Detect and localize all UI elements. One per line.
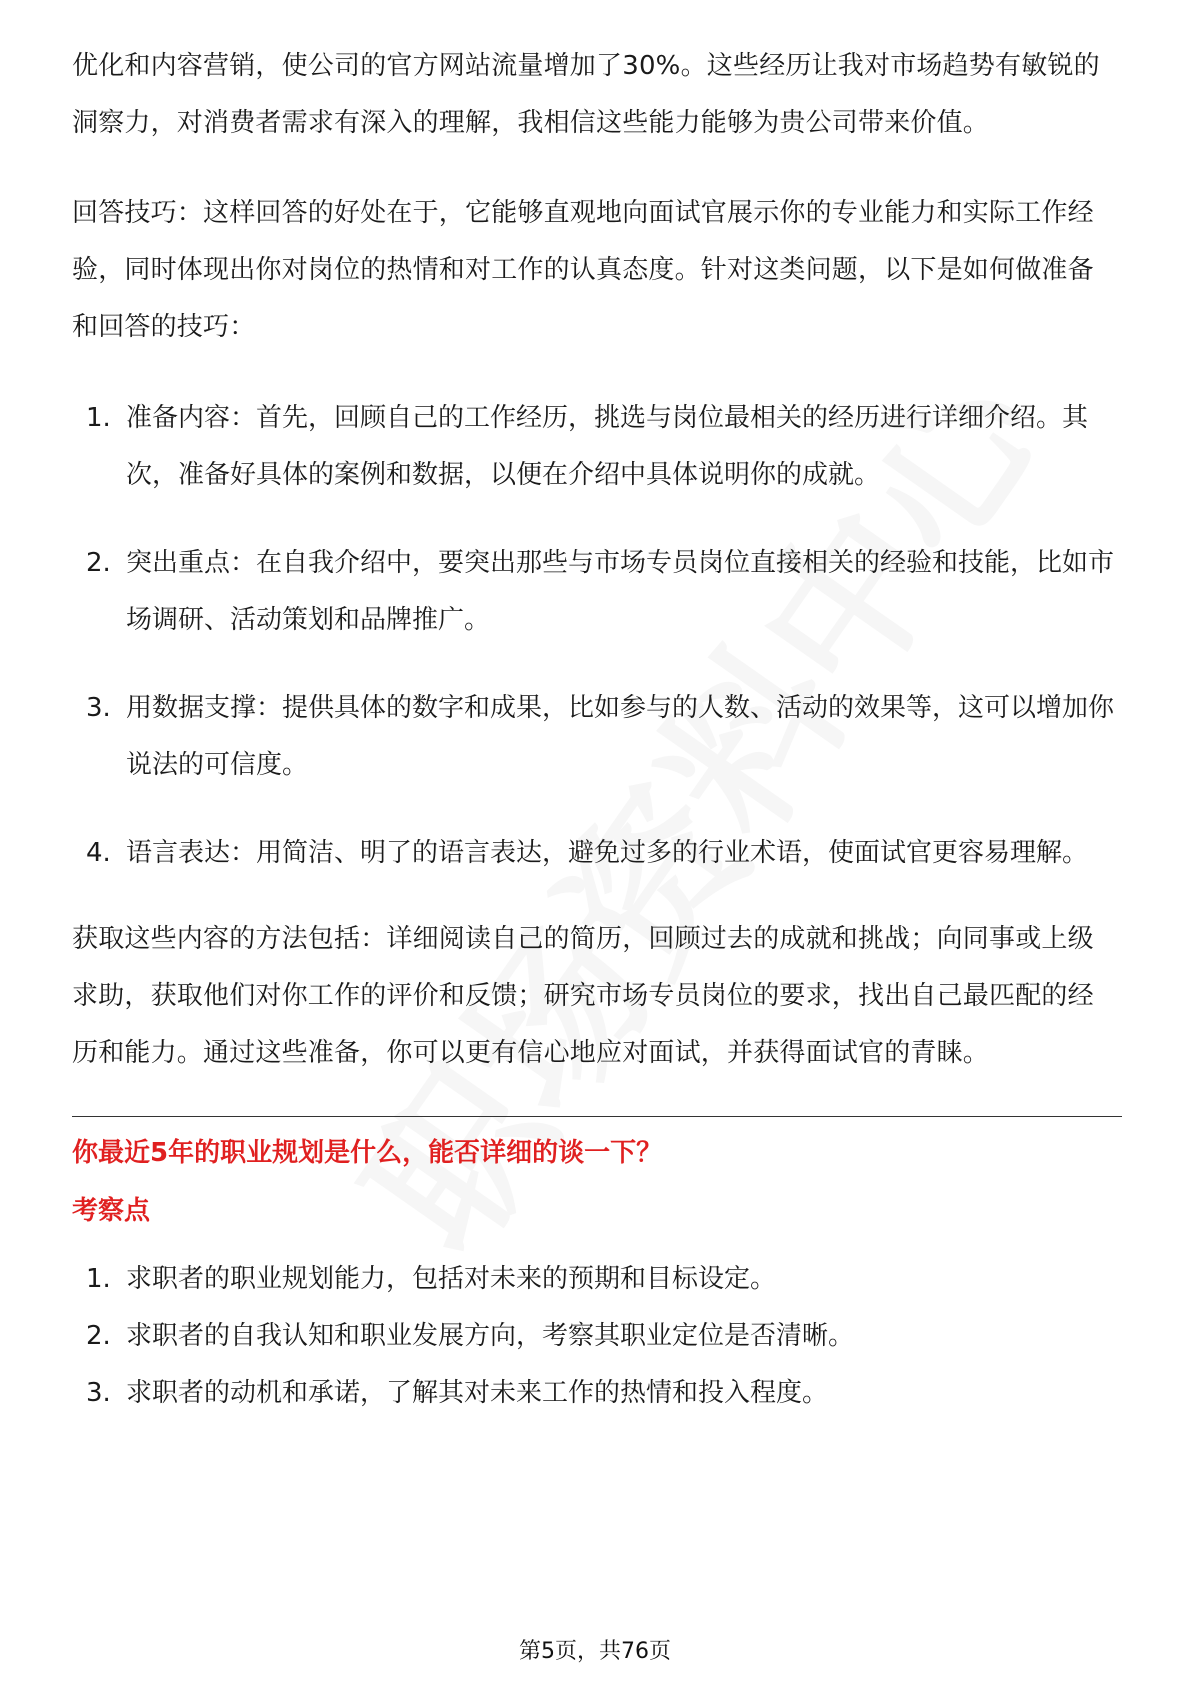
list-item-text: 求职者的动机和承诺，了解其对未来工作的热情和投入程度。	[126, 1378, 829, 1408]
list-item-text: 准备内容：首先，回顾自己的工作经历，挑选与岗位最相关的经历进行详细介绍。其次，准备好具体的案例和数据，以便在介绍中具体说明你的成就。	[126, 403, 1089, 490]
list-number: 2.	[86, 548, 111, 578]
focus-points-list	[72, 1251, 1118, 1422]
answer-tips-paragraph: 回答技巧：这样回答的好处在于，它能够直观地向面试官展示你的专业能力和实际工作经验，同时体现出你对岗位的热情和对工作的认真态度。针对这类问题，以下是如何做准备和回答的技巧：	[72, 198, 1094, 342]
list-item-text: 求职者的自我认知和职业发展方向，考察其职业定位是否清晰。	[126, 1321, 855, 1351]
list-item	[72, 1365, 1118, 1422]
list-number: 2.	[86, 1321, 111, 1351]
methods-paragraph: 获取这些内容的方法包括：详细阅读自己的简历，回顾过去的成就和挑战；向同事或上级求助，获取他们对你工作的评价和反馈；研究市场专员岗位的要求，找出自己最匹配的经历和能力。通过这些准备，你可以更有信心地应对面试，并获得面试官的青睐。	[72, 924, 1094, 1068]
section-divider	[72, 1116, 1122, 1117]
intro-paragraph: 优化和内容营销，使公司的官方网站流量增加了30%。这些经历让我对市场趋势有敏锐的洞察力，对消费者需求有深入的理解，我相信这些能力能够为贵公司带来价值。	[72, 51, 1100, 138]
list-item	[72, 680, 1118, 794]
page-footer: 第5页，共76页	[519, 1639, 671, 1664]
list-item	[72, 1308, 1118, 1365]
list-item-text: 求职者的职业规划能力，包括对未来的预期和目标设定。	[126, 1264, 777, 1294]
list-item	[72, 825, 1118, 882]
list-number: 3.	[86, 693, 111, 723]
list-item-text: 突出重点：在自我介绍中，要突出那些与市场专员岗位直接相关的经验和技能，比如市场调研、活动策划和品牌推广。	[126, 548, 1115, 635]
list-item	[72, 390, 1118, 504]
list-item-text: 语言表达：用简洁、明了的语言表达，避免过多的行业术语，使面试官更容易理解。	[126, 838, 1089, 868]
list-number: 4.	[86, 838, 111, 868]
tips-list	[72, 390, 1118, 882]
interview-question: 你最近5年的职业规划是什么，能否详细的谈一下？	[72, 1138, 663, 1168]
list-item-text: 用数据支撑：提供具体的数字和成果，比如参与的人数、活动的效果等，这可以增加你说法的可信度。	[126, 693, 1115, 780]
list-number: 1.	[86, 403, 111, 433]
list-item	[72, 535, 1118, 649]
list-item	[72, 1251, 1118, 1308]
document-page	[72, 38, 1118, 1422]
list-number: 1.	[86, 1264, 111, 1294]
focus-heading: 考察点	[72, 1196, 151, 1226]
list-number: 3.	[86, 1378, 111, 1408]
